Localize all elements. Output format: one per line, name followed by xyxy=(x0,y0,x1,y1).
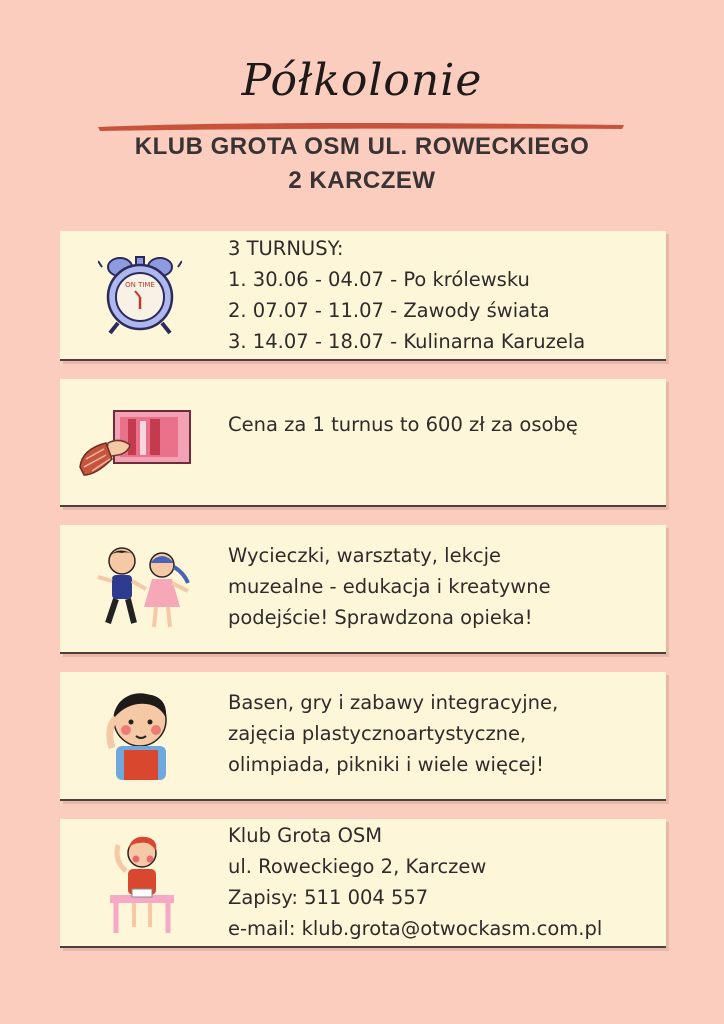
card-basen-text xyxy=(228,687,558,780)
card-cena xyxy=(60,379,666,507)
card-wycieczki-text xyxy=(228,540,551,633)
card-turnusy xyxy=(60,231,666,361)
card-kontakt xyxy=(60,819,666,948)
card-wycieczki xyxy=(60,525,666,654)
phone: Zapisy: 511 004 557 xyxy=(228,886,429,909)
club-name: Klub Grota OSM xyxy=(228,824,383,847)
text-line: zajęcia plastycznoartystyczne, xyxy=(228,722,527,745)
card-turnusy-text xyxy=(228,233,585,357)
email: e-mail: klub.grota@otwockasm.com.pl xyxy=(228,917,603,940)
card-kontakt-text xyxy=(228,820,602,944)
text-line: podejście! Sprawdzona opieka! xyxy=(228,606,533,629)
text-line: Wycieczki, warsztaty, lekcje xyxy=(228,544,502,567)
text-line: olimpiada, pikniki i wiele więcej! xyxy=(228,753,544,776)
thinking-child-icon xyxy=(98,688,182,784)
text-line: 3 TURNUSY: xyxy=(228,237,344,260)
text-line: 1. 30.06 - 04.07 - Po królewsku xyxy=(228,268,530,291)
svg-text:ON TIME: ON TIME xyxy=(125,281,155,289)
subtitle-line-2: 2 KARCZEW xyxy=(288,167,436,194)
text-line: 3. 14.07 - 18.07 - Kulinarna Karuzela xyxy=(228,330,586,353)
text-line: Basen, gry i zabawy integracyjne, xyxy=(228,691,559,714)
children-icon xyxy=(88,543,200,633)
card-cena-text xyxy=(228,409,578,440)
page-title: Półkolonie xyxy=(241,55,483,106)
text-line: Cena za 1 turnus to 600 zł za osobę xyxy=(228,413,578,436)
hand-with-box-icon xyxy=(78,409,194,479)
alarm-clock-icon xyxy=(98,251,182,337)
subtitle-line-1: KLUB GROTA OSM UL. ROWECKIEGO xyxy=(134,133,590,160)
card-basen xyxy=(60,672,666,801)
text-line: muzealne - edukacja i kreatywne xyxy=(228,575,551,598)
address: ul. Roweckiego 2, Karczew xyxy=(228,855,487,878)
child-at-desk-icon xyxy=(106,831,178,935)
text-line: 2. 07.07 - 11.07 - Zawody świata xyxy=(228,299,550,322)
subtitle xyxy=(0,130,724,198)
